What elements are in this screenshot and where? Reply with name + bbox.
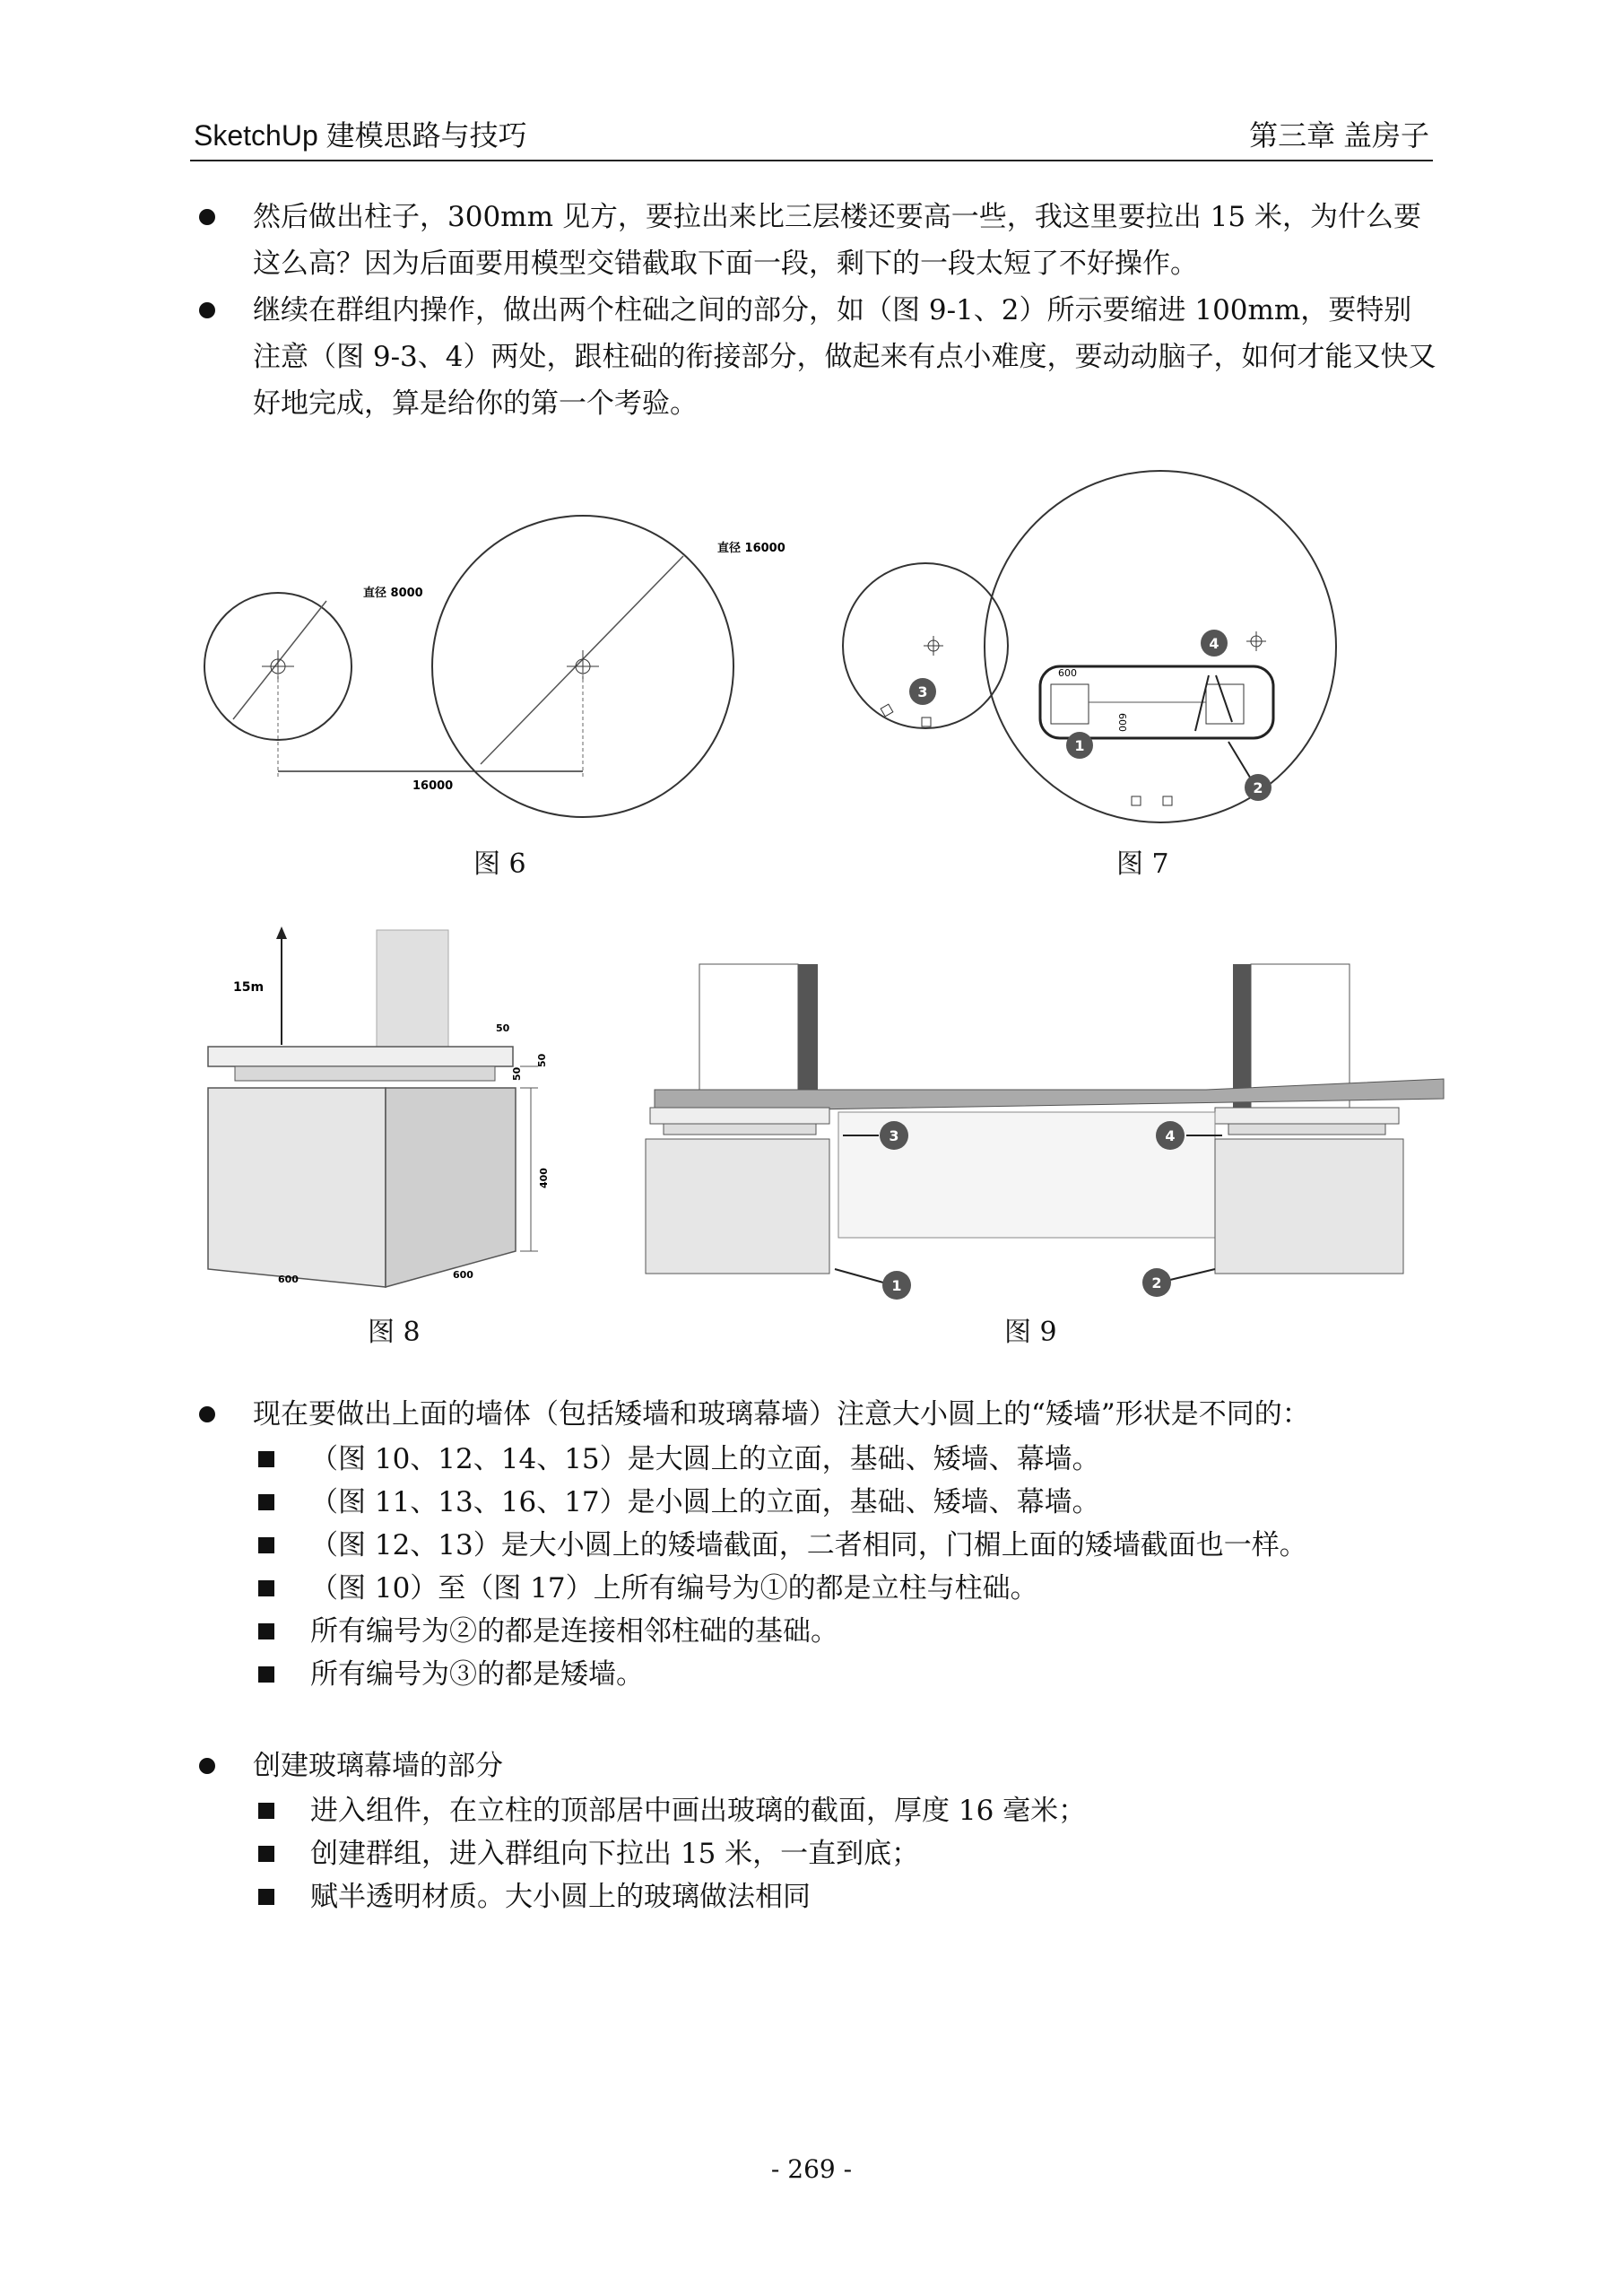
bullet-icon: [199, 302, 215, 318]
bullet-icon: [199, 209, 215, 225]
section-2-lead: 现在要做出上面的墙体（包括矮墙和玻璃幕墙）注意大小圆上的“矮墙”形状是不同的：: [253, 1398, 1310, 1431]
intro-paragraph-1: 然后做出柱子，300mm 见方，要拉出来比三层楼还要高一些，我这里要拉出 15 米，为什么要这么高？因为后面要用模型交错截取下面一段，剩下的一段太短了不好操作。: [253, 201, 1421, 280]
diameter-label-small: 直径 8000: [363, 587, 423, 600]
square-bullet-icon: [258, 1451, 274, 1467]
square-bullet-icon: [258, 1537, 274, 1553]
callout-1: 1: [1074, 737, 1085, 754]
list-item: 所有编号为③的都是矮墙。: [310, 1658, 644, 1691]
diameter-label-large: 直径 16000: [717, 542, 785, 555]
intro-paragraph-2: 继续在群组内操作，做出两个柱础之间的部分，如（图 9-1、2）所示要缩进 100mm，要特别注意（图 9-3、4）两处，跟柱础的衔接部分，做起来有点小难度，要动动脑子，如何才能又快又好地完成，算是给你的第一个考验。: [253, 294, 1436, 420]
square-bullet-icon: [258, 1846, 274, 1862]
chapter-title: 第三章 盖房子: [1249, 119, 1429, 152]
figure-6-caption: 图 6: [473, 848, 526, 880]
dim-600-side: 600: [453, 1269, 473, 1281]
dim-width-label: 600: [1058, 667, 1077, 679]
distance-label: 16000: [412, 779, 454, 793]
dim-600-front: 600: [278, 1274, 299, 1285]
list-item: （图 10、12、14、15）是大圆上的立面，基础、矮墙、幕墙。: [310, 1443, 1100, 1475]
list-item: 进入组件，在立柱的顶部居中画出玻璃的截面，厚度 16 毫米；: [310, 1795, 1087, 1827]
square-bullet-icon: [258, 1623, 274, 1639]
square-bullet-icon: [258, 1666, 274, 1683]
figure-8-caption: 图 8: [368, 1317, 421, 1348]
callout-2: 2: [1151, 1274, 1162, 1292]
dim-height-label: 600: [1116, 713, 1128, 732]
callout-4: 4: [1209, 635, 1219, 652]
dim-400: 400: [538, 1168, 550, 1188]
callout-3: 3: [917, 683, 928, 700]
dim-50-side: 50: [511, 1066, 523, 1081]
callout-3: 3: [889, 1127, 899, 1144]
section-3-lead: 创建玻璃幕墙的部分: [253, 1750, 503, 1782]
list-item: 赋半透明材质。大小圆上的玻璃做法相同: [310, 1881, 811, 1913]
page-header: [190, 118, 1433, 161]
figure-7: [843, 471, 1453, 830]
figure-6: [197, 502, 785, 825]
bullet-icon: [199, 1406, 215, 1422]
list-item: （图 10）至（图 17）上所有编号为①的都是立柱与柱础。: [310, 1572, 1038, 1605]
square-bullet-icon: [258, 1494, 274, 1510]
figure-9-caption: 图 9: [1004, 1317, 1057, 1348]
square-bullet-icon: [258, 1889, 274, 1905]
callout-2: 2: [1253, 779, 1263, 796]
square-bullet-icon: [258, 1580, 274, 1596]
list-item: （图 12、13）是大小圆上的矮墙截面，二者相同，门楣上面的矮墙截面也一样。: [310, 1529, 1307, 1561]
figure-8: [197, 919, 592, 1296]
list-item: （图 11、13、16、17）是小圆上的立面，基础、矮墙、幕墙。: [310, 1486, 1100, 1518]
dim-50-top: 50: [496, 1022, 510, 1034]
figure-9: [632, 964, 1448, 1305]
list-item: 创建群组，进入群组向下拉出 15 米，一直到底；: [310, 1838, 920, 1870]
dim-50-right: 50: [536, 1053, 548, 1067]
callout-1: 1: [891, 1277, 902, 1294]
square-bullet-icon: [258, 1803, 274, 1819]
callout-4: 4: [1165, 1127, 1176, 1144]
figure-7-caption: 图 7: [1116, 848, 1169, 880]
list-item: 所有编号为②的都是连接相邻柱础的基础。: [310, 1615, 838, 1648]
page-number: - 269 -: [770, 2154, 853, 2184]
book-title: SketchUp 建模思路与技巧: [194, 119, 527, 152]
height-label: 15m: [233, 980, 265, 995]
bullet-icon: [199, 1758, 215, 1774]
